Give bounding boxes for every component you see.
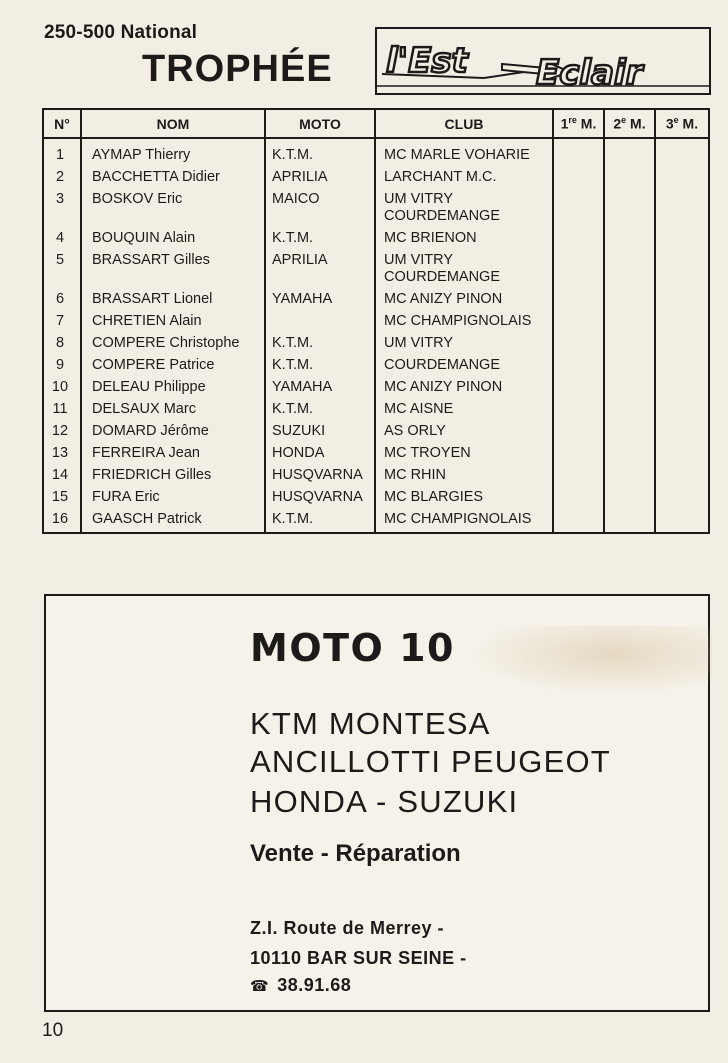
manche-2-result: [604, 354, 655, 376]
table-row: [44, 420, 708, 442]
rider-number: 5: [44, 249, 81, 288]
rider-number: 14: [44, 464, 81, 486]
rider-motorcycle: APRILIA: [265, 249, 375, 288]
manche-3-result: [655, 188, 708, 227]
manche-2-result: [604, 249, 655, 288]
rider-number: 9: [44, 354, 81, 376]
rider-club: LARCHANT M.C.: [375, 166, 553, 188]
rider-name: COMPERE Christophe: [81, 332, 265, 354]
rider-name: BRASSART Gilles: [81, 249, 265, 288]
manche-1-result: [553, 398, 604, 420]
rider-club: MC RHIN: [375, 464, 553, 486]
rider-motorcycle: HUSQVARNA: [265, 464, 375, 486]
moto10-advertisement: [44, 594, 710, 1012]
rider-motorcycle: APRILIA: [265, 166, 375, 188]
ad-services: Vente - Réparation: [250, 840, 461, 867]
table-row: [44, 138, 708, 166]
table-row: [44, 486, 708, 508]
rider-number: 3: [44, 188, 81, 227]
ad-phone: [250, 975, 351, 996]
manche-2-result: [604, 188, 655, 227]
sponsor-logo: [374, 26, 712, 96]
table-row: [44, 166, 708, 188]
manche-2-result: [604, 227, 655, 249]
manche-3-result: [655, 249, 708, 288]
rider-number: 16: [44, 508, 81, 532]
rider-motorcycle: K.T.M.: [265, 398, 375, 420]
manche-3-result: [655, 166, 708, 188]
manche-2-result: [604, 464, 655, 486]
ad-brand-line: ANCILLOTTI PEUGEOT: [250, 744, 611, 779]
manche-1-result: [553, 420, 604, 442]
manche-1-result: [553, 332, 604, 354]
rider-motorcycle: K.T.M.: [265, 508, 375, 532]
manche-1-result: [553, 376, 604, 398]
rider-club: MC CHAMPIGNOLAIS: [375, 508, 553, 532]
rider-club: MC CHAMPIGNOLAIS: [375, 310, 553, 332]
manche-3-result: [655, 398, 708, 420]
manche-3-result: [655, 508, 708, 532]
manche-1-result: [553, 508, 604, 532]
rider-name: BOUQUIN Alain: [81, 227, 265, 249]
ad-brand-line: HONDA - SUZUKI: [250, 784, 519, 819]
rider-motorcycle: K.T.M.: [265, 354, 375, 376]
rider-number: 7: [44, 310, 81, 332]
paper-stain: [466, 626, 712, 696]
manche-3-result: [655, 332, 708, 354]
col-header-club: CLUB: [375, 110, 553, 138]
manche-1-result: [553, 464, 604, 486]
col-header-manche-1: 1re M.: [553, 110, 604, 138]
rider-number: 15: [44, 486, 81, 508]
table-row: [44, 288, 708, 310]
rider-name: CHRETIEN Alain: [81, 310, 265, 332]
rider-club: COURDEMANGE: [375, 354, 553, 376]
svg-text:l'Est: l'Est: [386, 41, 468, 81]
rider-number: 4: [44, 227, 81, 249]
manche-1-result: [553, 442, 604, 464]
rider-number: 8: [44, 332, 81, 354]
rider-club: UM VITRY COURDEMANGE: [375, 188, 553, 227]
manche-2-result: [604, 332, 655, 354]
manche-3-result: [655, 310, 708, 332]
rider-club: MC AISNE: [375, 398, 553, 420]
rider-name: FURA Eric: [81, 486, 265, 508]
rider-number: 6: [44, 288, 81, 310]
manche-1-result: [553, 486, 604, 508]
rider-club: AS ORLY: [375, 420, 553, 442]
rider-number: 10: [44, 376, 81, 398]
manche-2-result: [604, 508, 655, 532]
manche-2-result: [604, 138, 655, 166]
ad-phone-number: 38.91.68: [277, 975, 352, 995]
table-row: [44, 398, 708, 420]
manche-1-result: [553, 188, 604, 227]
manche-3-result: [655, 442, 708, 464]
manche-2-result: [604, 288, 655, 310]
table-row: [44, 188, 708, 227]
rider-name: DOMARD Jérôme: [81, 420, 265, 442]
rider-club: MC ANIZY PINON: [375, 288, 553, 310]
rider-club: MC ANIZY PINON: [375, 376, 553, 398]
rider-club: MC TROYEN: [375, 442, 553, 464]
entry-list-table: [42, 108, 710, 534]
table-row: [44, 249, 708, 288]
manche-1-result: [553, 288, 604, 310]
manche-2-result: [604, 442, 655, 464]
rider-name: COMPERE Patrice: [81, 354, 265, 376]
rider-number: 2: [44, 166, 81, 188]
ad-address-line: 10110 BAR SUR SEINE -: [250, 948, 467, 968]
rider-number: 13: [44, 442, 81, 464]
manche-3-result: [655, 420, 708, 442]
rider-club: UM VITRY: [375, 332, 553, 354]
manche-1-result: [553, 354, 604, 376]
manche-3-result: [655, 227, 708, 249]
manche-3-result: [655, 354, 708, 376]
manche-1-result: [553, 138, 604, 166]
col-header-manche-3: 3e M.: [655, 110, 708, 138]
table-row: [44, 227, 708, 249]
rider-name: BOSKOV Eric: [81, 188, 265, 227]
table-row: [44, 442, 708, 464]
rider-motorcycle: MAICO: [265, 188, 375, 227]
manche-2-result: [604, 486, 655, 508]
rider-club: MC BLARGIES: [375, 486, 553, 508]
page-title: TROPHÉE: [142, 48, 333, 90]
manche-2-result: [604, 166, 655, 188]
rider-motorcycle: YAMAHA: [265, 376, 375, 398]
manche-3-result: [655, 138, 708, 166]
category-label: 250-500 National: [44, 22, 198, 43]
table-row: [44, 464, 708, 486]
manche-1-result: [553, 227, 604, 249]
rider-motorcycle: HONDA: [265, 442, 375, 464]
rider-club: UM VITRY COURDEMANGE: [375, 249, 553, 288]
manche-2-result: [604, 376, 655, 398]
rider-motorcycle: K.T.M.: [265, 138, 375, 166]
rider-number: 1: [44, 138, 81, 166]
manche-1-result: [553, 310, 604, 332]
manche-2-result: [604, 420, 655, 442]
manche-3-result: [655, 288, 708, 310]
rider-name: DELSAUX Marc: [81, 398, 265, 420]
ad-address-line: Z.I. Route de Merrey -: [250, 918, 445, 938]
table-row: [44, 376, 708, 398]
rider-club: MC MARLE VOHARIE: [375, 138, 553, 166]
col-header-manche-2: 2e M.: [604, 110, 655, 138]
manche-3-result: [655, 376, 708, 398]
page-number: 10: [42, 1020, 64, 1041]
rider-name: AYMAP Thierry: [81, 138, 265, 166]
manche-3-result: [655, 486, 708, 508]
manche-1-result: [553, 166, 604, 188]
manche-2-result: [604, 398, 655, 420]
rider-name: GAASCH Patrick: [81, 508, 265, 532]
col-header-number: N°: [44, 110, 81, 138]
svg-text:Eclair: Eclair: [536, 53, 643, 93]
rider-name: BACCHETTA Didier: [81, 166, 265, 188]
rider-number: 12: [44, 420, 81, 442]
manche-3-result: [655, 464, 708, 486]
rider-motorcycle: YAMAHA: [265, 288, 375, 310]
rider-motorcycle: [265, 310, 375, 332]
table-row: [44, 310, 708, 332]
rider-name: DELEAU Philippe: [81, 376, 265, 398]
table-row: [44, 332, 708, 354]
col-header-nom: NOM: [81, 110, 265, 138]
col-header-moto: MOTO: [265, 110, 375, 138]
table-header-row: [44, 110, 708, 138]
table-row: [44, 508, 708, 532]
telephone-icon: ☎: [250, 978, 270, 995]
rider-name: BRASSART Lionel: [81, 288, 265, 310]
ad-title: MOTO 10: [250, 626, 455, 670]
manche-2-result: [604, 310, 655, 332]
rider-motorcycle: K.T.M.: [265, 332, 375, 354]
ad-brand-line: KTM MONTESA: [250, 706, 491, 741]
rider-motorcycle: HUSQVARNA: [265, 486, 375, 508]
rider-motorcycle: K.T.M.: [265, 227, 375, 249]
rider-name: FRIEDRICH Gilles: [81, 464, 265, 486]
manche-1-result: [553, 249, 604, 288]
rider-number: 11: [44, 398, 81, 420]
rider-motorcycle: SUZUKI: [265, 420, 375, 442]
table-row: [44, 354, 708, 376]
rider-name: FERREIRA Jean: [81, 442, 265, 464]
rider-club: MC BRIENON: [375, 227, 553, 249]
